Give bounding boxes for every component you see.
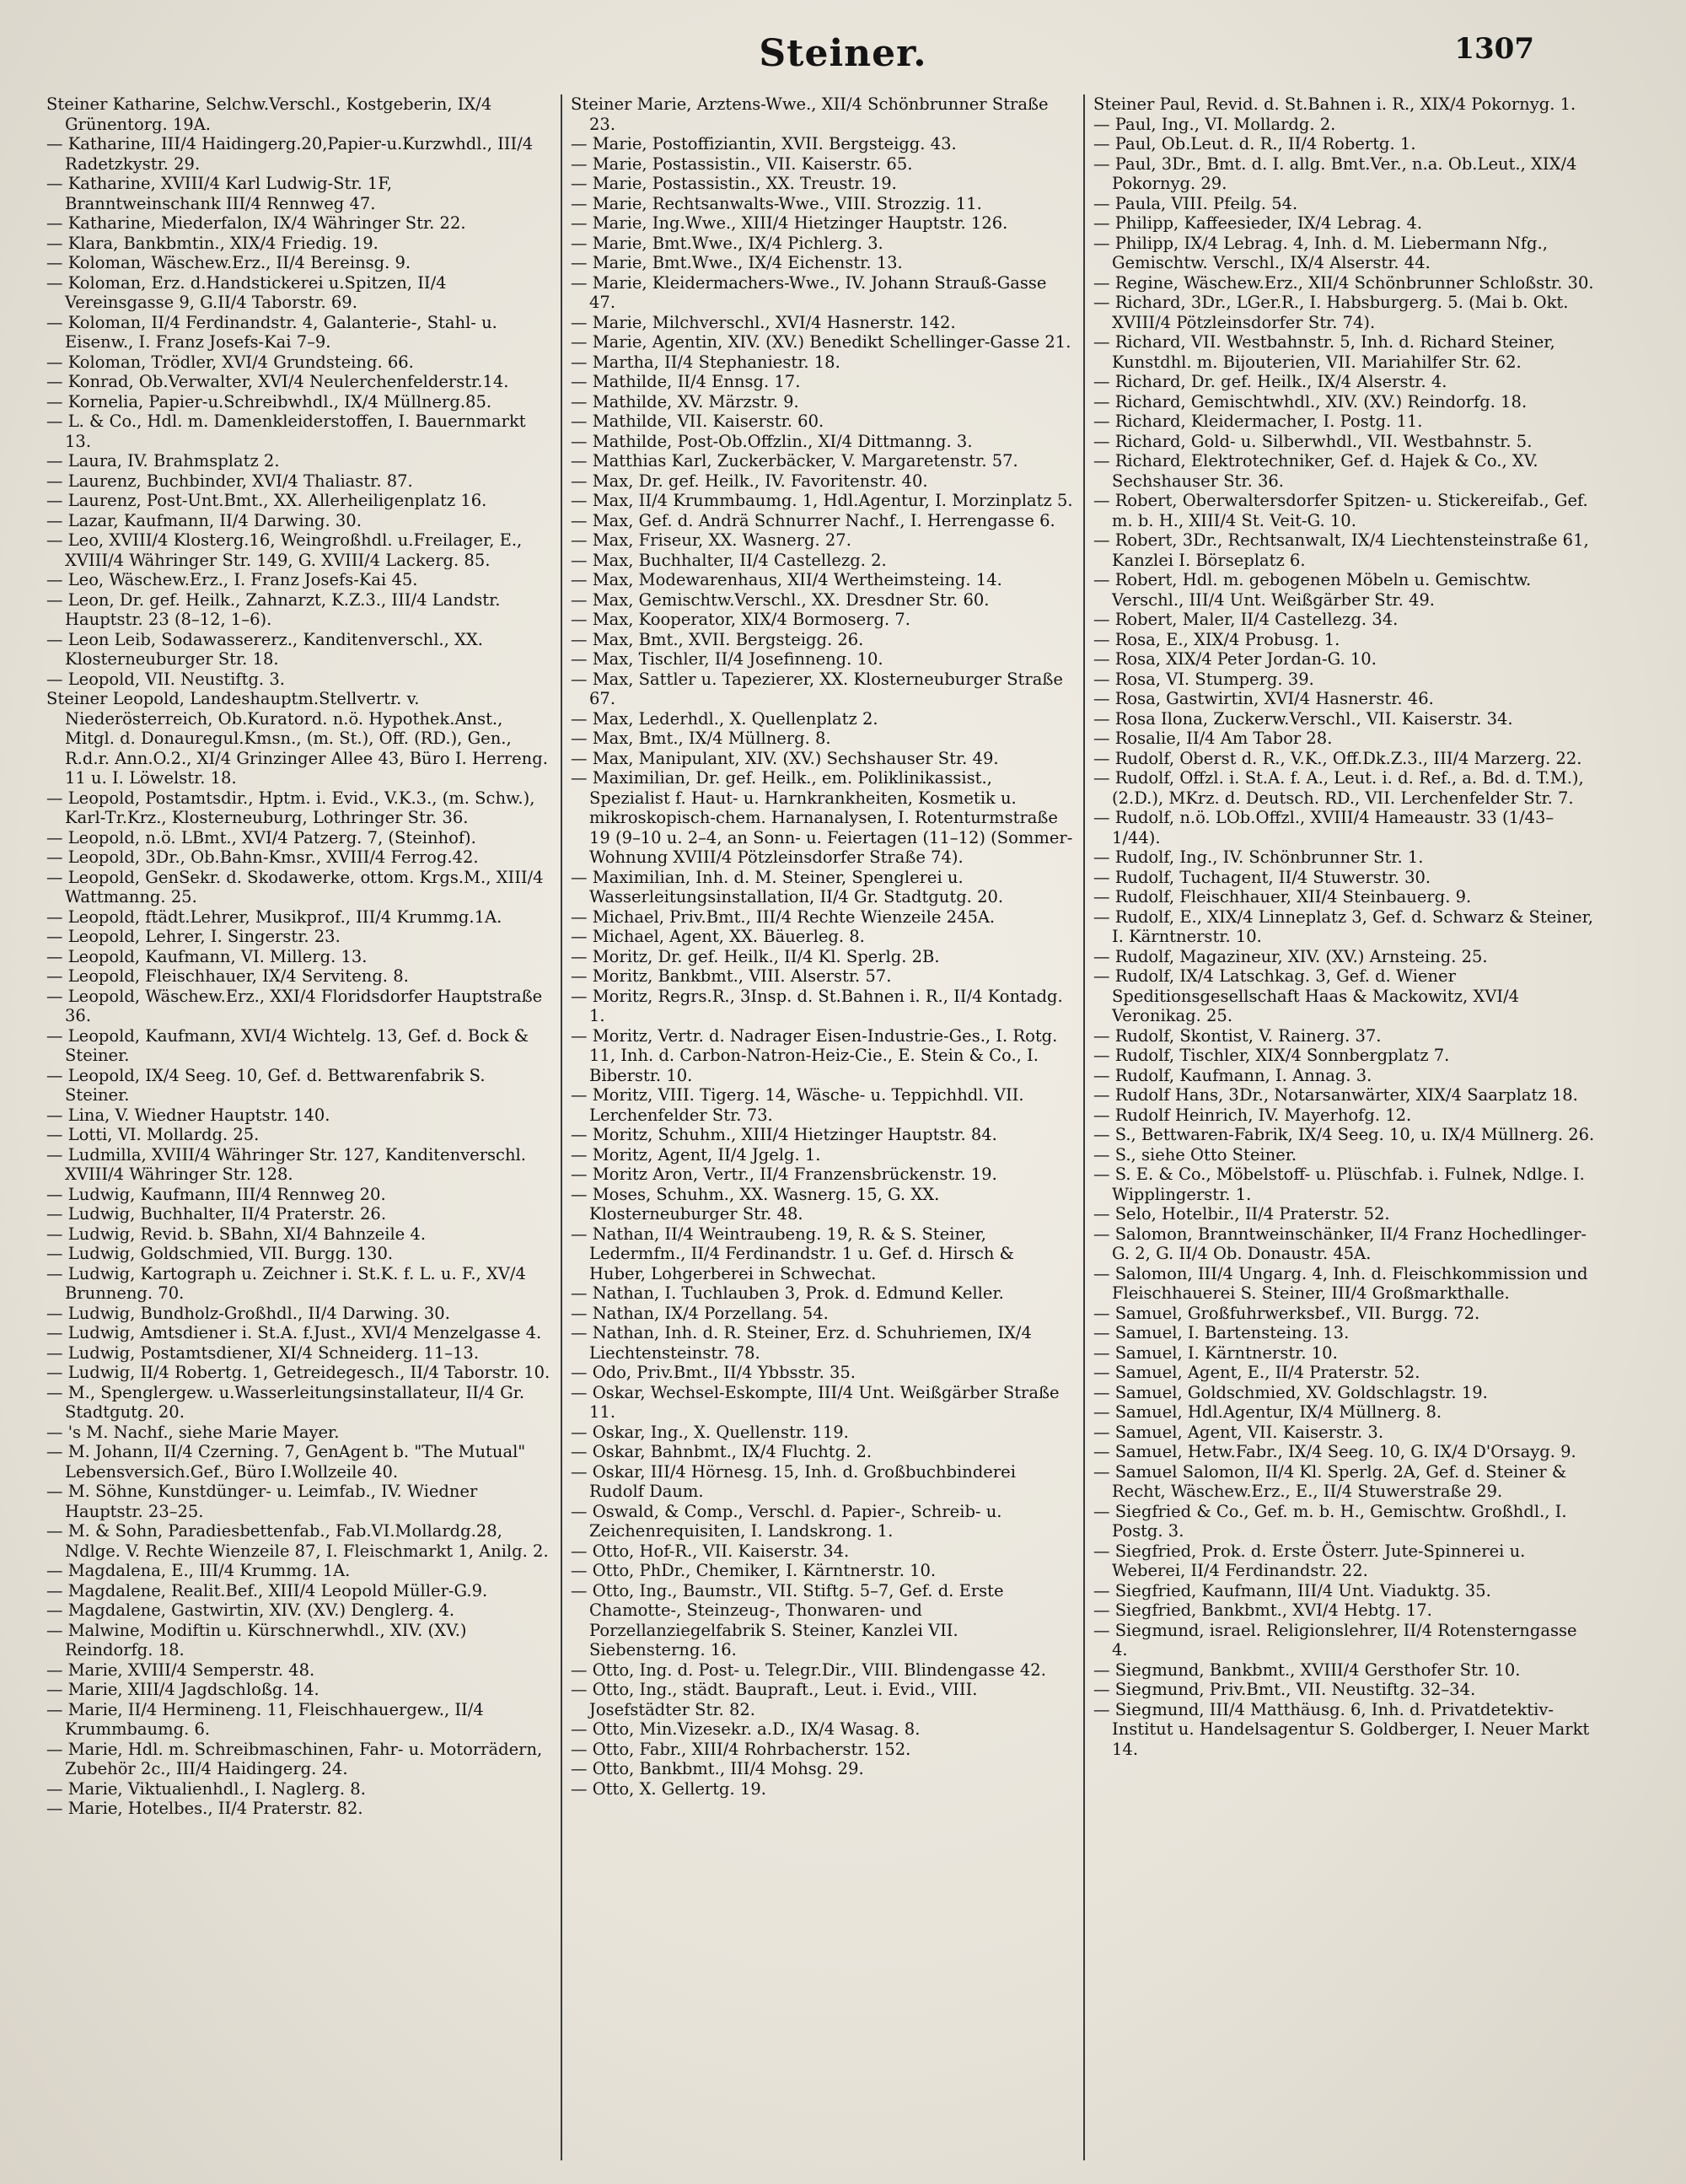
directory-entry: — Marie, XIII/4 Jagdschloßg. 14. — [46, 1680, 319, 1699]
directory-entry: — Leopold, IX/4 Seeg. 10, Gef. d. Bettwarenfabrik S. Steiner. — [46, 1065, 486, 1105]
directory-entry: — Otto, Bankbmt., III/4 Mohsg. 29. — [571, 1759, 864, 1778]
directory-entry: — Richard, VII. Westbahnstr. 5, Inh. d. Richard Steiner, Kunstdhl. m. Bijouterien, VII. Mariahilfer Str. 62. — [1093, 332, 1555, 372]
directory-entry: — Oskar, Wechsel-Eskompte, III/4 Unt. Weißgärber Straße 11. — [571, 1382, 1060, 1422]
directory-entry: Steiner Katharine, Selchw.Verschl., Kostgeberin, IX/4 Grünentorg. 19A. — [46, 94, 492, 134]
directory-entry: — S. E. & Co., Möbelstoff- u. Plüschfab. i. Fulnek, Ndlge. I. Wipplingerstr. 1. — [1093, 1165, 1585, 1204]
directory-entry: — Leon Leib, Sodawassererz., Kanditenverschl., XX. Klosterneuburger Str. 18. — [46, 629, 483, 669]
directory-entry: — Robert, Maler, II/4 Castellezg. 34. — [1093, 610, 1399, 629]
directory-entry: — Philipp, Kaffeesieder, IX/4 Lebrag. 4. — [1093, 213, 1423, 233]
directory-entry: — Mathilde, VII. Kaiserstr. 60. — [571, 412, 824, 431]
directory-entry: — S., siehe Otto Steiner. — [1093, 1144, 1297, 1165]
directory-entry: — Ludwig, Kaufmann, III/4 Rennweg 20. — [46, 1184, 386, 1204]
directory-entry: — Laurenz, Post-Unt.Bmt., XX. Allerheiligenplatz 16. — [46, 491, 487, 510]
directory-entry: — Selo, Hotelbir., II/4 Praterstr. 52. — [1093, 1204, 1390, 1224]
directory-entry: — Rosa, Gastwirtin, XVI/4 Hasnerstr. 46. — [1093, 689, 1434, 708]
directory-entry: — Laura, IV. Brahmsplatz 2. — [46, 451, 280, 471]
directory-entry: — Richard, Gold- u. Silberwhdl., VII. Westbahnstr. 5. — [1093, 431, 1533, 451]
directory-entry: — Siegfried & Co., Gef. m. b. H., Gemischtw. Großhdl., I. Postg. 3. — [1093, 1501, 1567, 1541]
page-number: 1307 — [1454, 32, 1534, 66]
directory-entry: — Paul, Ing., VI. Mollardg. 2. — [1093, 114, 1336, 134]
directory-entry: — 's M. Nachf., siehe Marie Mayer. — [46, 1422, 340, 1442]
directory-entry: — Moritz, VIII. Tigerg. 14, Wäsche- u. Teppichhdl. VII. Lerchenfelder Str. 73. — [571, 1085, 1024, 1125]
directory-entry: — Marie, Postassistin., XX. Treustr. 19. — [571, 174, 897, 193]
directory-entry: — Paula, VIII. Pfeilg. 54. — [1093, 193, 1298, 213]
directory-entry: — Salomon, Branntweinschänker, II/4 Franz Hochedlinger-G. 2, G. II/4 Ob. Donaustr. 45A. — [1093, 1224, 1587, 1263]
directory-entry: — Magdalena, E., III/4 Krummg. 1A. — [46, 1561, 351, 1580]
directory-entry: — Siegmund, israel. Religionslehrer, II/4 Rotensterngasse 4. — [1093, 1620, 1577, 1660]
directory-entry: — Ludwig, Bundholz-Großhdl., II/4 Darwing. 30. — [46, 1303, 450, 1323]
directory-entry: — Moritz, Bankbmt., VIII. Alserstr. 57. — [571, 966, 892, 986]
directory-entry: — Rudolf, Skontist, V. Rainerg. 37. — [1093, 1025, 1382, 1046]
directory-entry: — Rudolf, n.ö. LOb.Offzl., XVIII/4 Hameaustr. 33 (1/43–1/44). — [1093, 808, 1554, 847]
directory-entry: — Robert, Hdl. m. gebogenen Möbeln u. Gemischtw. Verschl., III/4 Unt. Weißgärber Str. 49. — [1093, 570, 1532, 610]
directory-entry: — Rudolf, Magazineur, XIV. (XV.) Arnsteing. 25. — [1093, 946, 1488, 966]
directory-entry: — Siegmund, Bankbmt., XVIII/4 Gersthofer Str. 10. — [1093, 1660, 1521, 1680]
directory-entry: — Oskar, III/4 Hörnesg. 15, Inh. d. Großbuchbinderei Rudolf Daum. — [571, 1461, 1016, 1501]
directory-entry: — Otto, PhDr., Chemiker, I. Kärntnerstr. 10. — [571, 1561, 937, 1580]
directory-entry: — Marie, Rechtsanwalts-Wwe., VIII. Strozzig. 11. — [571, 193, 982, 213]
directory-entry: — Mathilde, XV. Märzstr. 9. — [571, 391, 799, 412]
directory-entry: — Max, Gemischtw.Verschl., XX. Dresdner Str. 60. — [571, 589, 990, 610]
directory-entry: — Siegfried, Kaufmann, III/4 Unt. Viaduktg. 35. — [1093, 1580, 1491, 1600]
directory-entry: — Richard, Kleidermacher, I. Postg. 11. — [1093, 412, 1423, 431]
directory-entry: — Salomon, III/4 Ungarg. 4, Inh. d. Fleischkommission und Fleischhauerei S. Steiner, III/4 Großmarkthalle. — [1093, 1263, 1588, 1303]
directory-entry: — Max, Dr. gef. Heilk., IV. Favoritenstr. 40. — [571, 471, 928, 491]
directory-entry: — Leopold, Fleischhauer, IX/4 Serviteng. 8. — [46, 966, 409, 986]
directory-entry: — Leopold, 3Dr., Ob.Bahn-Kmsr., XVIII/4 Ferrog.42. — [46, 847, 479, 867]
directory-entry: — Marie, II/4 Hermineng. 11, Fleischhauergew., II/4 Krummbaumg. 6. — [46, 1699, 484, 1739]
directory-entry: — Max, Bmt., IX/4 Müllnerg. 8. — [571, 729, 831, 748]
directory-entry: — Mathilde, Post-Ob.Offzlin., XI/4 Dittmanng. 3. — [571, 431, 973, 451]
directory-entry: — Martha, II/4 Stephaniestr. 18. — [571, 352, 840, 372]
directory-entry: — Marie, Postassistin., VII. Kaiserstr. 65. — [571, 153, 913, 174]
directory-entry: — Max, Manipulant, XIV. (XV.) Sechshauser Str. 49. — [571, 748, 999, 768]
directory-entry: — Moritz, Dr. gef. Heilk., II/4 Kl. Sperlg. 2B. — [571, 946, 940, 966]
directory-entry: — Richard, Elektrotechniker, Gef. d. Hajek & Co., XV. Sechshauser Str. 36. — [1093, 451, 1538, 491]
directory-entry: — Magdalene, Realit.Bef., XIII/4 Leopold Müller-G.9. — [46, 1580, 488, 1600]
directory-entry: — Rosa, VI. Stumperg. 39. — [1093, 669, 1314, 689]
directory-entry: — Rosa, XIX/4 Peter Jordan-G. 10. — [1093, 649, 1377, 669]
directory-entry: — Richard, Gemischtwhdl., XIV. (XV.) Reindorfg. 18. — [1093, 391, 1528, 412]
directory-entry: — Otto, Min.Vizesekr. a.D., IX/4 Wasag. 8. — [571, 1719, 921, 1739]
directory-entry: — Leopold, Postamtsdir., Hptm. i. Evid., V.K.3., (m. Schw.), Karl-Tr.Krz., Klosterneuburg, Lothringer Str. 36. — [46, 788, 535, 827]
directory-entry: — M., Spenglergew. u.Wasserleitungsinstallateur, II/4 Gr. Stadtgutg. 20. — [46, 1382, 525, 1422]
directory-entry: — Rudolf Hans, 3Dr., Notarsanwärter, XIX/4 Saarplatz 18. — [1093, 1085, 1578, 1105]
directory-entry: — Ludwig, Goldschmied, VII. Burgg. 130. — [46, 1244, 394, 1263]
directory-entry: — Marie, Hdl. m. Schreibmaschinen, Fahr- u. Motorrädern, Zubehör 2c., III/4 Haidingerg. 24. — [46, 1739, 543, 1778]
directory-entry: Steiner Marie, Arztens-Wwe., XII/4 Schönbrunner Straße 23. — [571, 94, 1049, 134]
directory-entry: — Samuel, Hdl.Agentur, IX/4 Müllnerg. 8. — [1093, 1402, 1442, 1422]
directory-entry: — Ludmilla, XVIII/4 Währinger Str. 127, Kanditenverschl. XVIII/4 Währinger Str. 128. — [46, 1144, 526, 1184]
directory-entry: — Moritz Aron, Vertr., II/4 Franzensbrückenstr. 19. — [571, 1165, 997, 1184]
directory-entry: — Otto, Ing. d. Post- u. Telegr.Dir., VIII. Blindengasse 42. — [571, 1660, 1046, 1680]
directory-entry: — Otto, Ing., städt. Baupraft., Leut. i. Evid., VIII. Josefstädter Str. 82. — [571, 1680, 978, 1719]
directory-entry: — Leopold, Wäschew.Erz., XXI/4 Floridsdorfer Hauptstraße 36. — [46, 986, 543, 1025]
directory-entry: — Marie, Bmt.Wwe., IX/4 Pichlerg. 3. — [571, 233, 883, 253]
directory-entry: — Leon, Dr. gef. Heilk., Zahnarzt, K.Z.3., III/4 Landstr. Hauptstr. 23 (8–12, 1–6). — [46, 589, 501, 629]
directory-entry: — Samuel, Agent, E., II/4 Praterstr. 52. — [1093, 1363, 1420, 1382]
directory-entry: — Leopold, ftädt.Lehrer, Musikprof., III/4 Krummg.1A. — [46, 906, 502, 927]
directory-entry: — Marie, Bmt.Wwe., IX/4 Eichenstr. 13. — [571, 253, 903, 272]
directory-entry: — Max, Friseur, XX. Wasnerg. 27. — [571, 530, 851, 550]
directory-entry: — Michael, Agent, XX. Bäuerleg. 8. — [571, 927, 865, 946]
directory-entry: — Konrad, Ob.Verwalter, XVI/4 Neulerchenfelderstr.14. — [46, 372, 509, 391]
directory-entry: — Ludwig, Amtsdiener i. St.A. f.Just., XVI/4 Menzelgasse 4. — [46, 1323, 542, 1342]
directory-entry: — L. & Co., Hdl. m. Damenkleiderstoffen, I. Bauernmarkt 13. — [46, 412, 526, 451]
directory-entry: — Leopold, Kaufmann, XVI/4 Wichtelg. 13, Gef. d. Bock & Steiner. — [46, 1025, 529, 1065]
directory-entry: — Lina, V. Wiedner Hauptstr. 140. — [46, 1105, 330, 1125]
directory-entry: — Odo, Priv.Bmt., II/4 Ybbsstr. 35. — [571, 1363, 856, 1382]
directory-entry: — Max, II/4 Krummbaumg. 1, Hdl.Agentur, I. Morzinplatz 5. — [571, 491, 1073, 510]
directory-entry: — Moritz, Schuhm., XIII/4 Hietzinger Hauptstr. 84. — [571, 1125, 997, 1144]
directory-entry: — Siegfried, Prok. d. Erste Österr. Jute-Spinnerei u. Weberei, II/4 Ferdinandstr. 22. — [1093, 1541, 1526, 1580]
directory-entry: — Samuel, Großfuhrwerksbef., VII. Burgg. 72. — [1093, 1303, 1480, 1323]
directory-entry: — Leo, Wäschew.Erz., I. Franz Josefs-Kai 45. — [46, 570, 418, 589]
directory-entry: — Max, Modewarenhaus, XII/4 Wertheimsteing. 14. — [571, 570, 1002, 589]
directory-entry: — Siegfried, Bankbmt., XVI/4 Hebtg. 17. — [1093, 1600, 1432, 1620]
directory-entry: — Samuel Salomon, II/4 Kl. Sperlg. 2A, Gef. d. Steiner & Recht, Wäschew.Erz., E., II/4 Stuwerstraße 29. — [1093, 1461, 1567, 1501]
directory-entry: — Rudolf, Kaufmann, I. Annag. 3. — [1093, 1065, 1372, 1085]
directory-entry: — Malwine, Modiftin u. Kürschnerwhdl., XIV. (XV.) Reindorfg. 18. — [46, 1620, 467, 1660]
directory-entry: — Lotti, VI. Mollardg. 25. — [46, 1125, 260, 1144]
directory-entry: — Max, Gef. d. Andrä Schnurrer Nachf., I. Herrengasse 6. — [571, 510, 1055, 530]
directory-entry: — Nathan, II/4 Weintraubeng. 19, R. & S. Steiner, Ledermfm., II/4 Ferdinandstr. 1 u. Gef. d. Hirsch & Huber, Lohgerberei in Schwechat. — [571, 1224, 1014, 1283]
directory-entry: — Lazar, Kaufmann, II/4 Darwing. 30. — [46, 510, 362, 530]
directory-entry: — Marie, Viktualienhdl., I. Naglerg. 8. — [46, 1778, 366, 1799]
directory-entry: — Leopold, n.ö. LBmt., XVI/4 Patzerg. 7, (Steinhof). — [46, 827, 476, 847]
directory-entry: — Leopold, GenSekr. d. Skodawerke, ottom. Krgs.M., XIII/4 Wattmanng. 25. — [46, 867, 544, 906]
directory-entry: — Samuel, Agent, VII. Kaiserstr. 3. — [1093, 1422, 1384, 1442]
directory-entry: — Marie, Milchverschl., XVI/4 Hasnerstr. 142. — [571, 312, 956, 332]
directory-entry: — Otto, Fabr., XIII/4 Rohrbacherstr. 152. — [571, 1739, 911, 1759]
directory-entry: — Samuel, Goldschmied, XV. Goldschlagstr. 19. — [1093, 1382, 1488, 1402]
directory-entry: — M. Söhne, Kunstdünger- u. Leimfab., IV. Wiedner Hauptstr. 23–25. — [46, 1482, 478, 1521]
directory-entry: — Ludwig, Buchhalter, II/4 Praterstr. 26. — [46, 1204, 387, 1224]
directory-entry: — Rudolf, Tischler, XIX/4 Sonnbergplatz 7. — [1093, 1046, 1450, 1065]
directory-entry: — Ludwig, Revid. b. SBahn, XI/4 Bahnzeile 4. — [46, 1224, 427, 1244]
directory-entry: — Leo, XVIII/4 Klosterg.16, Weingroßhdl. u.Freilager, E., XVIII/4 Währinger Str. 149, G. XVIII/4 Lackerg. 85. — [46, 530, 523, 570]
directory-entry: — M. & Sohn, Paradiesbettenfab., Fab.VI.Mollardg.28, Ndlge. V. Rechte Wienzeile 87, I. Fleischmarkt 1, Anilg. 2. — [46, 1521, 549, 1561]
directory-entry: — Max, Tischler, II/4 Josefinneng. 10. — [571, 649, 883, 669]
directory-entry: — Rudolf, Offzl. i. St.A. f. A., Leut. i. d. Ref., a. Bd. d. T.M.), (2.D.), MKrz. d. Deutsch. RD., VII. Lerchenfelder Str. 7. — [1093, 768, 1584, 808]
directory-entry: — Laurenz, Buchbinder, XVI/4 Thaliastr. 87. — [46, 471, 413, 491]
directory-entry: — Max, Lederhdl., X. Quellenplatz 2. — [571, 708, 878, 729]
directory-entry: — Richard, 3Dr., LGer.R., I. Habsburgerg. 5. (Mai b. Okt. XVIII/4 Pötzleinsdorfer Str. 74). — [1093, 293, 1569, 332]
directory-entry: — Marie, XVIII/4 Semperstr. 48. — [46, 1660, 315, 1680]
directory-entry: — Maximilian, Dr. gef. Heilk., em. Poliklinikassist., Spezialist f. Haut- u. Harnkrankheiten, Kosmetik u. mikroskopisch-chem. Harnanalysen, I. Rotenturmstraße 19 (9–10 u. 2–4, an Sonn- u. Feiertagen (11–12) (Sommer-Wohnung XVIII/4 Pötzleinsdorfer Straße 74). — [571, 768, 1073, 867]
directory-entry: — Regine, Wäschew.Erz., XII/4 Schönbrunner Schloßstr. 30. — [1093, 272, 1594, 293]
directory-entry: — Koloman, Erz. d.Handstickerei u.Spitzen, II/4 Vereinsgasse 9, G.II/4 Taborstr. 69. — [46, 272, 447, 312]
directory-entry: — Leopold, Lehrer, I. Singerstr. 23. — [46, 927, 341, 946]
directory-entry: — S., Bettwaren-Fabrik, IX/4 Seeg. 10, u. IX/4 Müllnerg. 26. — [1093, 1125, 1595, 1144]
column-middle — [561, 94, 1083, 2160]
directory-entry: — Rudolf, Ing., IV. Schönbrunner Str. 1. — [1093, 847, 1424, 867]
directory-entry: — Siegmund, Priv.Bmt., VII. Neustiftg. 32–34. — [1093, 1680, 1476, 1699]
directory-entry: — Moritz, Regrs.R., 3Insp. d. St.Bahnen i. R., II/4 Kontadg. 1. — [571, 986, 1063, 1025]
directory-entry: — Max, Bmt., XVII. Bergsteigg. 26. — [571, 629, 864, 649]
directory-entry: — Max, Kooperator, XIX/4 Bormoserg. 7. — [571, 610, 910, 629]
directory-entry: — Rudolf Heinrich, IV. Mayerhofg. 12. — [1093, 1105, 1412, 1125]
directory-entry: — Kornelia, Papier-u.Schreibwhdl., IX/4 Müllnerg.85. — [46, 391, 492, 412]
directory-entry: — Samuel, Hetw.Fabr., IX/4 Seeg. 10, G. IX/4 D'Orsayg. 9. — [1093, 1442, 1576, 1461]
directory-entry: — Oskar, Ing., X. Quellenstr. 119. — [571, 1422, 849, 1442]
column-right — [1083, 94, 1606, 2160]
directory-entry: — Rosa, E., XIX/4 Probusg. 1. — [1093, 629, 1340, 649]
directory-entry: — Richard, Dr. gef. Heilk., IX/4 Alserstr. 4. — [1093, 372, 1447, 391]
directory-entry: — Koloman, Wäschew.Erz., II/4 Bereinsg. 9. — [46, 253, 411, 272]
directory-entry: — Otto, Ing., Baumstr., VII. Stiftg. 5–7, Gef. d. Erste Chamotte-, Steinzeug-, Thonwaren- und Porzellanziegelfabrik S. Steiner, Kanzlei VII. Siebensterng. 16. — [571, 1580, 1004, 1660]
directory-entry: — Moses, Schuhm., XX. Wasnerg. 15, G. XX. Klosterneuburger Str. 48. — [571, 1184, 940, 1224]
directory-entry: — Nathan, IX/4 Porzellang. 54. — [571, 1303, 829, 1323]
directory-entry: — Rudolf, Tuchagent, II/4 Stuwerstr. 30. — [1093, 867, 1431, 887]
directory-entry: — Marie, Hotelbes., II/4 Praterstr. 82. — [46, 1799, 363, 1818]
directory-entry: — Moritz, Vertr. d. Nadrager Eisen-Industrie-Ges., I. Rotg. 11, Inh. d. Carbon-Natron-Heiz-Cie., E. Stein & Co., I. Biberstr. 10. — [571, 1025, 1058, 1085]
directory-entry: — M. Johann, II/4 Czerning. 7, GenAgent b. "The Mutual" Lebensversich.Gef., Büro I.Wollzeile 40. — [46, 1442, 526, 1482]
directory-entry: — Rudolf, Fleischhauer, XII/4 Steinbauerg. 9. — [1093, 887, 1472, 906]
directory-entry: — Magdalene, Gastwirtin, XIV. (XV.) Denglerg. 4. — [46, 1600, 455, 1620]
directory-entry: — Rudolf, IX/4 Latschkag. 3, Gef. d. Wiener Speditionsgesellschaft Haas & Mackowitz, XVI/4 Veronikag. 25. — [1093, 966, 1520, 1025]
directory-entry: — Paul, 3Dr., Bmt. d. I. allg. Bmt.Ver., n.a. Ob.Leut., XIX/4 Pokornyg. 29. — [1093, 153, 1577, 193]
directory-entry: — Ludwig, Postamtsdiener, XI/4 Schneiderg. 11–13. — [46, 1342, 480, 1363]
directory-entry: — Max, Sattler u. Tapezierer, XX. Klosterneuburger Straße 67. — [571, 669, 1063, 708]
column-left — [38, 94, 561, 2160]
directory-entry: — Rosa Ilona, Zuckerw.Verschl., VII. Kaiserstr. 34. — [1093, 708, 1513, 729]
directory-entry: — Katharine, XVIII/4 Karl Ludwig-Str. 1F, Branntweinschank III/4 Rennweg 47. — [46, 174, 393, 213]
directory-entry: — Siegmund, III/4 Matthäusg. 6, Inh. d. Privatdetektiv-Institut u. Handelsagentur S. Goldberger, I. Neuer Markt 14. — [1093, 1699, 1590, 1759]
directory-entry: — Philipp, IX/4 Lebrag. 4, Inh. d. M. Liebermann Nfg., Gemischtw. Verschl., IX/4 Alserstr. 44. — [1093, 233, 1548, 272]
directory-entry: — Ludwig, II/4 Robertg. 1, Getreidegesch., II/4 Taborstr. 10. — [46, 1363, 550, 1382]
directory-entry: — Paul, Ob.Leut. d. R., II/4 Robertg. 1. — [1093, 134, 1416, 153]
directory-entry: — Michael, Priv.Bmt., III/4 Rechte Wienzeile 245A. — [571, 906, 996, 927]
directory-entry: — Rudolf, E., XIX/4 Linneplatz 3, Gef. d. Schwarz & Steiner, I. Kärntnerstr. 10. — [1093, 906, 1593, 946]
directory-entry: — Rudolf, Oberst d. R., V.K., Off.Dk.Z.3., III/4 Marzerg. 22. — [1093, 748, 1582, 768]
directory-entry: — Marie, Agentin, XIV. (XV.) Benedikt Schellinger-Gasse 21. — [571, 332, 1071, 352]
directory-entry: — Marie, Postoffiziantin, XVII. Bergsteigg. 43. — [571, 134, 957, 153]
directory-entry: — Leopold, VII. Neustiftg. 3. — [46, 669, 285, 689]
directory-entry: — Katharine, III/4 Haidingerg.20,Papier-u.Kurzwhdl., III/4 Radetzkystr. 29. — [46, 134, 534, 174]
directory-entry: — Robert, 3Dr., Rechtsanwalt, IX/4 Liechtensteinstraße 61, Kanzlei I. Börseplatz 6. — [1093, 530, 1589, 570]
directory-entry: — Oswald, & Comp., Verschl. d. Papier-, Schreib- u. Zeichenrequisiten, I. Landskrong. 1. — [571, 1501, 1002, 1541]
directory-columns — [38, 94, 1606, 2160]
directory-entry: — Mathilde, II/4 Ennsg. 17. — [571, 372, 801, 391]
directory-entry: — Nathan, I. Tuchlauben 3, Prok. d. Edmund Keller. — [571, 1283, 1004, 1303]
directory-entry: Steiner Paul, Revid. d. St.Bahnen i. R., XIX/4 Pokornyg. 1. — [1093, 94, 1576, 114]
directory-entry: — Koloman, II/4 Ferdinandstr. 4, Galanterie-, Stahl- u. Eisenw., I. Franz Josefs-Kai 7–9. — [46, 312, 497, 352]
directory-entry: Steiner Leopold, Landeshauptm.Stellvertr. v. Niederösterreich, Ob.Kuratord. n.ö. Hypothek.Anst., Mitgl. d. Donauregul.Kmsn., (m. St.), Off. (RD.), Gen., R.d.r. Ann.O.2., XI/4 Grinzinger Allee 43, Büro I. Herreng. 11 u. I. Löwelstr. 18. — [46, 689, 548, 788]
directory-entry: — Ludwig, Kartograph u. Zeichner i. St.K. f. L. u. F., XV/4 Brunneng. 70. — [46, 1263, 526, 1303]
page-title: Steiner. — [759, 32, 927, 75]
directory-entry: — Samuel, I. Kärntnerstr. 10. — [1093, 1342, 1338, 1363]
directory-entry: — Matthias Karl, Zuckerbäcker, V. Margaretenstr. 57. — [571, 451, 1018, 471]
directory-entry: — Koloman, Trödler, XVI/4 Grundsteing. 66. — [46, 352, 414, 372]
directory-entry: — Samuel, I. Bartensteing. 13. — [1093, 1323, 1350, 1342]
directory-entry: — Otto, X. Gellertg. 19. — [571, 1778, 766, 1799]
directory-entry: — Maximilian, Inh. d. M. Steiner, Spenglerei u. Wasserleitungsinstallation, II/4 Gr. Stadtgutg. 20. — [571, 867, 1004, 906]
directory-entry: — Nathan, Inh. d. R. Steiner, Erz. d. Schuhriemen, IX/4 Liechtensteinstr. 78. — [571, 1323, 1032, 1363]
directory-entry: — Oskar, Bahnbmt., IX/4 Fluchtg. 2. — [571, 1442, 873, 1461]
directory-entry: — Robert, Oberwaltersdorfer Spitzen- u. Stickereifab., Gef. m. b. H., XIII/4 St. Veit-G. 10. — [1093, 491, 1588, 530]
directory-entry: — Katharine, Miederfalon, IX/4 Währinger Str. 22. — [46, 213, 466, 233]
directory-entry: — Marie, Kleidermachers-Wwe., IV. Johann Strauß-Gasse 47. — [571, 272, 1047, 312]
directory-entry: — Klara, Bankbmtin., XIX/4 Friedig. 19. — [46, 233, 379, 253]
directory-entry: — Moritz, Agent, II/4 Jgelg. 1. — [571, 1144, 821, 1165]
directory-entry: — Leopold, Kaufmann, VI. Millerg. 13. — [46, 946, 368, 966]
directory-entry: — Rosalie, II/4 Am Tabor 28. — [1093, 729, 1333, 748]
directory-entry: — Marie, Ing.Wwe., XIII/4 Hietzinger Hauptstr. 126. — [571, 213, 1008, 233]
directory-entry: — Otto, Hof-R., VII. Kaiserstr. 34. — [571, 1541, 850, 1561]
directory-entry: — Max, Buchhalter, II/4 Castellezg. 2. — [571, 550, 887, 570]
